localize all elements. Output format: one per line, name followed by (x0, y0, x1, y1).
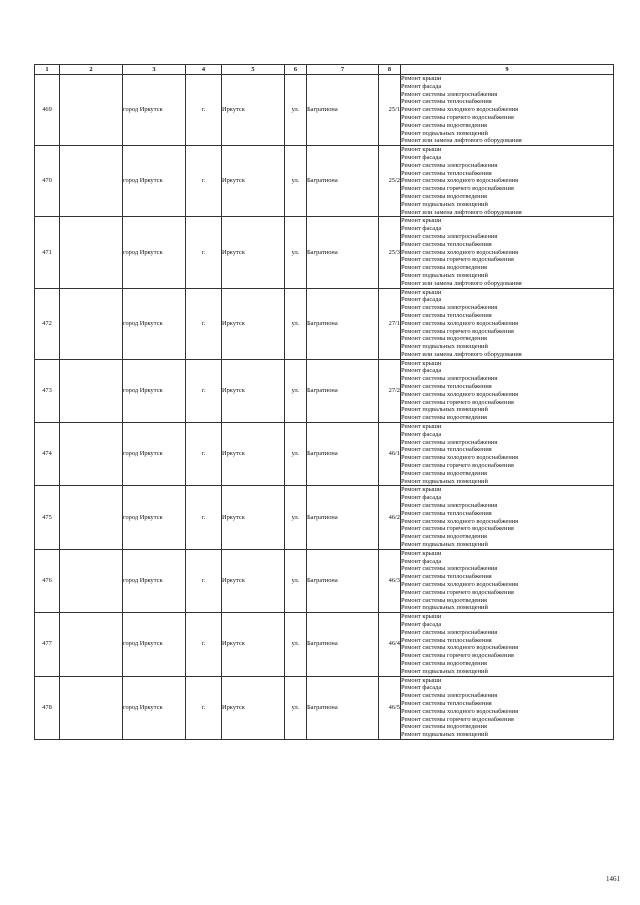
house-number: 46/5 (379, 676, 401, 739)
house-number: 46/3 (379, 549, 401, 612)
work-item: Ремонт подвальных помещений (401, 604, 488, 612)
work-item: Ремонт фасада (401, 430, 442, 438)
work-item: Ремонт системы горячего водоснабжения (401, 462, 514, 470)
locality-type: г. (186, 359, 222, 422)
empty-cell (60, 423, 123, 486)
row-number: 472 (35, 288, 60, 359)
work-item: Ремонт подвальных помещений (401, 271, 488, 279)
row-number: 473 (35, 359, 60, 422)
table-row (35, 613, 614, 676)
empty-cell (60, 146, 123, 217)
table-row (35, 423, 614, 486)
row-number: 469 (35, 75, 60, 146)
locality: Иркутск (222, 423, 285, 486)
work-item: Ремонт системы водоотведения (401, 659, 487, 667)
locality-type: г. (186, 217, 222, 288)
work-list (401, 613, 614, 676)
work-item: Ремонт системы электроснабжения (401, 232, 498, 240)
work-item: Ремонт крыши (401, 359, 442, 367)
work-item: Ремонт системы теплоснабжения (401, 98, 492, 106)
row-number: 475 (35, 486, 60, 549)
street-name: Багратиона (307, 359, 379, 422)
header-row (35, 65, 614, 75)
work-item: Ремонт системы теплоснабжения (401, 636, 492, 644)
row-number: 474 (35, 423, 60, 486)
work-item: Ремонт подвальных помещений (401, 731, 488, 739)
municipality: город Иркутск (123, 146, 186, 217)
work-item: Ремонт крыши (401, 486, 442, 494)
col-header-9: 9 (401, 65, 614, 75)
street-type: ул. (285, 676, 307, 739)
work-item: Ремонт подвальных помещений (401, 129, 488, 137)
repair-registry-table (34, 64, 614, 740)
work-item: Ремонт крыши (401, 288, 442, 296)
locality-type: г. (186, 146, 222, 217)
house-number: 46/4 (379, 613, 401, 676)
work-item: Ремонт системы горячего водоснабжения (401, 113, 514, 121)
work-item: Ремонт системы холодного водоснабжения (401, 248, 519, 256)
street-name: Багратиона (307, 75, 379, 146)
work-item: Ремонт подвальных помещений (401, 343, 488, 351)
locality: Иркутск (222, 146, 285, 217)
col-header-1: 1 (35, 65, 60, 75)
work-item: Ремонт системы теплоснабжения (401, 311, 492, 319)
work-item: Ремонт системы электроснабжения (401, 502, 498, 510)
work-item: Ремонт системы электроснабжения (401, 161, 498, 169)
work-item: Ремонт системы холодного водоснабжения (401, 517, 519, 525)
street-name: Багратиона (307, 146, 379, 217)
col-header-7: 7 (307, 65, 379, 75)
empty-cell (60, 288, 123, 359)
locality-type: г. (186, 549, 222, 612)
municipality: город Иркутск (123, 217, 186, 288)
work-item: Ремонт системы холодного водоснабжения (401, 454, 519, 462)
work-item: Ремонт системы электроснабжения (401, 438, 498, 446)
work-item: Ремонт системы водоотведения (401, 264, 487, 272)
municipality: город Иркутск (123, 75, 186, 146)
street-name: Багратиона (307, 676, 379, 739)
street-type: ул. (285, 359, 307, 422)
work-item: Ремонт фасада (401, 494, 442, 502)
work-item: Ремонт системы электроснабжения (401, 628, 498, 636)
work-item: Ремонт фасада (401, 620, 442, 628)
work-item: Ремонт или замена лифтового оборудования (401, 279, 522, 287)
street-type: ул. (285, 217, 307, 288)
street-type: ул. (285, 75, 307, 146)
empty-cell (60, 549, 123, 612)
col-header-5: 5 (222, 65, 285, 75)
empty-cell (60, 613, 123, 676)
work-item: Ремонт системы электроснабжения (401, 692, 498, 700)
street-name: Багратиона (307, 423, 379, 486)
work-item: Ремонт фасада (401, 153, 442, 161)
work-item: Ремонт системы горячего водоснабжения (401, 185, 514, 193)
work-list (401, 549, 614, 612)
work-list (401, 217, 614, 288)
work-list (401, 423, 614, 486)
work-item: Ремонт системы водоотведения (401, 533, 487, 541)
work-item: Ремонт системы теплоснабжения (401, 169, 492, 177)
col-header-8: 8 (379, 65, 401, 75)
col-header-6: 6 (285, 65, 307, 75)
locality: Иркутск (222, 676, 285, 739)
municipality: город Иркутск (123, 486, 186, 549)
locality-type: г. (186, 423, 222, 486)
work-item: Ремонт крыши (401, 146, 442, 154)
street-name: Багратиона (307, 613, 379, 676)
work-item: Ремонт системы водоотведения (401, 723, 487, 731)
work-item: Ремонт системы электроснабжения (401, 304, 498, 312)
street-type: ул. (285, 486, 307, 549)
municipality: город Иркутск (123, 613, 186, 676)
table-row (35, 146, 614, 217)
table-row (35, 549, 614, 612)
col-header-3: 3 (123, 65, 186, 75)
table-body (35, 75, 614, 740)
locality-type: г. (186, 613, 222, 676)
row-number: 471 (35, 217, 60, 288)
work-item: Ремонт системы горячего водоснабжения (401, 588, 514, 596)
table-row (35, 288, 614, 359)
work-item: Ремонт системы теплоснабжения (401, 573, 492, 581)
work-item: Ремонт фасада (401, 684, 442, 692)
work-item: Ремонт системы горячего водоснабжения (401, 256, 514, 264)
house-number: 25/1 (379, 75, 401, 146)
street-name: Багратиона (307, 288, 379, 359)
work-item: Ремонт системы электроснабжения (401, 565, 498, 573)
work-item: Ремонт системы теплоснабжения (401, 240, 492, 248)
street-name: Багратиона (307, 486, 379, 549)
table-row (35, 217, 614, 288)
work-item: Ремонт системы водоотведения (401, 121, 487, 129)
work-item: Ремонт системы водоотведения (401, 469, 487, 477)
locality: Иркутск (222, 75, 285, 146)
work-item: Ремонт системы горячего водоснабжения (401, 652, 514, 660)
work-item: Ремонт подвальных помещений (401, 200, 488, 208)
house-number: 27/1 (379, 288, 401, 359)
work-list (401, 676, 614, 739)
work-item: Ремонт системы теплоснабжения (401, 383, 492, 391)
work-item: Ремонт фасада (401, 367, 442, 375)
table-row (35, 359, 614, 422)
empty-cell (60, 676, 123, 739)
work-item: Ремонт фасада (401, 82, 442, 90)
empty-cell (60, 359, 123, 422)
house-number: 25/2 (379, 146, 401, 217)
empty-cell (60, 486, 123, 549)
work-item: Ремонт системы электроснабжения (401, 375, 498, 383)
municipality: город Иркутск (123, 288, 186, 359)
work-list (401, 288, 614, 359)
work-item: Ремонт системы горячего водоснабжения (401, 525, 514, 533)
table-row (35, 75, 614, 146)
work-item: Ремонт подвальных помещений (401, 541, 488, 549)
work-list (401, 486, 614, 549)
locality: Иркутск (222, 486, 285, 549)
work-item: Ремонт системы холодного водоснабжения (401, 707, 519, 715)
work-item: Ремонт крыши (401, 549, 442, 557)
work-item: Ремонт системы теплоснабжения (401, 446, 492, 454)
locality-type: г. (186, 75, 222, 146)
work-item: Ремонт системы горячего водоснабжения (401, 398, 514, 406)
locality-type: г. (186, 676, 222, 739)
empty-cell (60, 217, 123, 288)
work-list (401, 146, 614, 217)
street-type: ул. (285, 423, 307, 486)
work-item: Ремонт фасада (401, 225, 442, 233)
locality-type: г. (186, 486, 222, 549)
work-item: Ремонт системы водоотведения (401, 335, 487, 343)
street-type: ул. (285, 146, 307, 217)
street-type: ул. (285, 288, 307, 359)
house-number: 27/2 (379, 359, 401, 422)
house-number: 25/3 (379, 217, 401, 288)
locality: Иркутск (222, 359, 285, 422)
work-item: Ремонт системы электроснабжения (401, 90, 498, 98)
work-item: Ремонт системы водоотведения (401, 192, 487, 200)
work-item: Ремонт системы теплоснабжения (401, 699, 492, 707)
municipality: город Иркутск (123, 359, 186, 422)
col-header-2: 2 (60, 65, 123, 75)
work-item: Ремонт системы холодного водоснабжения (401, 106, 519, 114)
work-item: Ремонт системы горячего водоснабжения (401, 327, 514, 335)
work-item: Ремонт системы холодного водоснабжения (401, 319, 519, 327)
row-number: 470 (35, 146, 60, 217)
empty-cell (60, 75, 123, 146)
row-number: 477 (35, 613, 60, 676)
work-item: Ремонт крыши (401, 423, 442, 431)
work-item: Ремонт системы холодного водоснабжения (401, 390, 519, 398)
work-item: Ремонт фасада (401, 557, 442, 565)
row-number: 476 (35, 549, 60, 612)
municipality: город Иркутск (123, 549, 186, 612)
locality: Иркутск (222, 288, 285, 359)
house-number: 46/1 (379, 423, 401, 486)
work-item: Ремонт крыши (401, 75, 442, 82)
work-item: Ремонт системы теплоснабжения (401, 509, 492, 517)
work-item: Ремонт системы горячего водоснабжения (401, 715, 514, 723)
work-item: Ремонт фасада (401, 296, 442, 304)
street-type: ул. (285, 613, 307, 676)
municipality: город Иркутск (123, 676, 186, 739)
municipality: город Иркутск (123, 423, 186, 486)
page-number: 1461 (606, 875, 620, 883)
work-item: Ремонт системы холодного водоснабжения (401, 177, 519, 185)
locality: Иркутск (222, 549, 285, 612)
locality: Иркутск (222, 613, 285, 676)
work-item: Ремонт крыши (401, 676, 442, 684)
row-number: 478 (35, 676, 60, 739)
work-item: Ремонт подвальных помещений (401, 477, 488, 485)
work-item: Ремонт системы водоотведения (401, 414, 487, 422)
work-item: Ремонт подвальных помещений (401, 406, 488, 414)
work-item: Ремонт системы холодного водоснабжения (401, 644, 519, 652)
street-type: ул. (285, 549, 307, 612)
col-header-4: 4 (186, 65, 222, 75)
work-item: Ремонт системы водоотведения (401, 596, 487, 604)
street-name: Багратиона (307, 549, 379, 612)
work-item: Ремонт или замена лифтового оборудования (401, 137, 522, 145)
work-list (401, 75, 614, 146)
work-item: Ремонт подвальных помещений (401, 667, 488, 675)
table-row (35, 486, 614, 549)
work-item: Ремонт или замена лифтового оборудования (401, 350, 522, 358)
work-list (401, 359, 614, 422)
work-item: Ремонт крыши (401, 217, 442, 225)
locality: Иркутск (222, 217, 285, 288)
table-row (35, 676, 614, 739)
work-item: Ремонт крыши (401, 613, 442, 621)
locality-type: г. (186, 288, 222, 359)
street-name: Багратиона (307, 217, 379, 288)
work-item: Ремонт системы холодного водоснабжения (401, 581, 519, 588)
house-number: 46/2 (379, 486, 401, 549)
work-item: Ремонт или замена лифтового оборудования (401, 208, 522, 216)
